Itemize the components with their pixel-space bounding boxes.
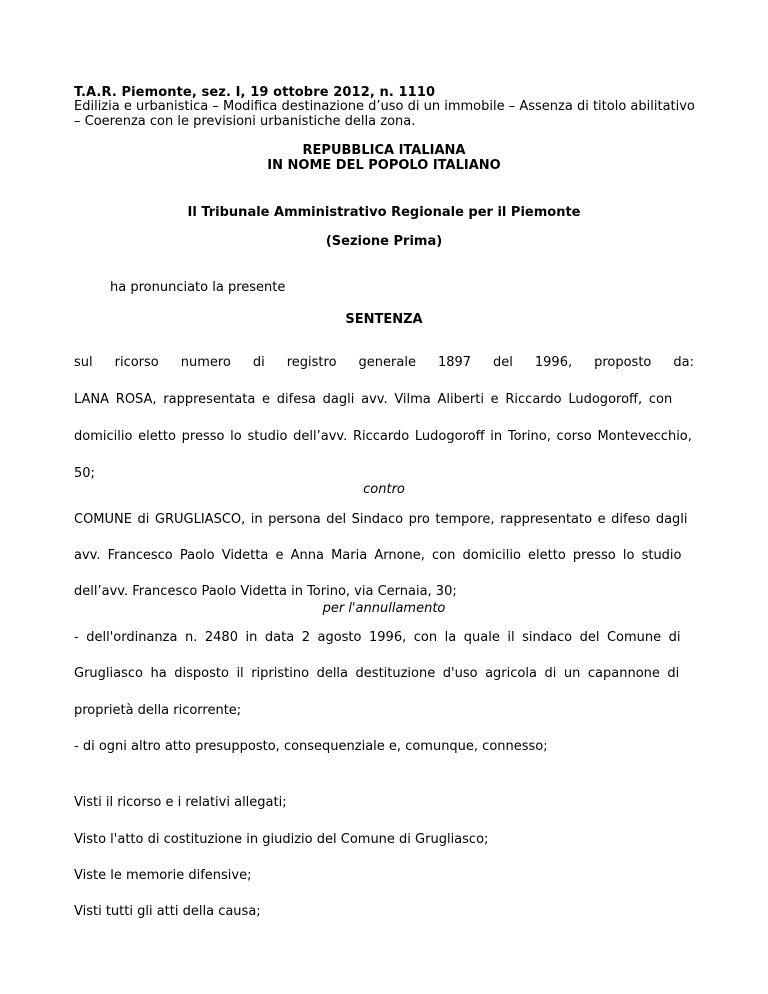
annullamento-label: per l'annullamento — [322, 601, 446, 616]
document-title: T.A.R. Piemonte, sez. I, 19 ottobre 2012, n. 1110 — [74, 85, 436, 100]
ricorso-word: proposto — [594, 355, 652, 370]
ricorso-word: 1897 — [437, 355, 472, 370]
sentenza-heading: SENTENZA — [345, 312, 423, 327]
visti-item: Visto l'atto di costituzione in giudizio del Comune di Grugliasco; — [74, 832, 489, 847]
ricorso-line-3: domicilio eletto presso lo studio dell’avv. Riccardo Ludogoroff in Torino, corso Montevecchio, — [74, 429, 692, 444]
ricorso-word: generale — [358, 355, 416, 370]
ricorso-word: 1996, — [534, 355, 573, 370]
ricorso-word: di — [252, 355, 265, 370]
ricorso-word: da: — [673, 355, 694, 370]
visti-item: Visti il ricorso e i relativi allegati; — [74, 795, 287, 810]
heading-section: (Sezione Prima) — [325, 234, 443, 249]
ricorso-word: del — [493, 355, 513, 370]
annullamento-line-2: Grugliasco ha disposto il ripristino della destituzione d'uso agricola di un capannone di — [74, 666, 680, 681]
document-subtitle: Edilizia e urbanistica – Modifica destinazione d’uso di un immobile – Assenza di titolo abilitativo – Coerenza con le previsioni urbanistiche della zona. — [74, 99, 695, 129]
ricorso-word: sul — [74, 355, 93, 370]
visti-item: Viste le memorie difensive; — [74, 868, 252, 883]
contro-line-3: dell’avv. Francesco Paolo Videtta in Torino, via Cernaia, 30; — [74, 584, 457, 599]
ricorso-line-4: 50; — [74, 466, 95, 481]
contro-line-1: COMUNE di GRUGLIASCO, in persona del Sindaco pro tempore, rappresentato e difeso dagli — [74, 512, 688, 527]
ricorso-word: registro — [286, 355, 337, 370]
contro-line-2: avv. Francesco Paolo Videtta e Anna Maria Arnone, con domicilio eletto presso lo studio — [74, 548, 682, 563]
ricorso-line-1 — [74, 355, 694, 370]
intro-text: ha pronunciato la presente — [110, 280, 286, 295]
heading-tribunal: Il Tribunale Amministrativo Regionale per il Piemonte — [187, 205, 581, 220]
ricorso-line-2: LANA ROSA, rappresentata e difesa dagli avv. Vilma Aliberti e Riccardo Ludogoroff, con — [74, 392, 673, 407]
visti-item: Visti tutti gli atti della causa; — [74, 904, 261, 919]
annullamento-line-1: - dell'ordinanza n. 2480 in data 2 agosto 1996, con la quale il sindaco del Comune di — [74, 630, 681, 645]
ricorso-word: ricorso — [114, 355, 159, 370]
annullamento-line-4: - di ogni altro atto presupposto, consequenziale e, comunque, connesso; — [74, 739, 548, 754]
annullamento-line-3: proprietà della ricorrente; — [74, 703, 242, 718]
contro-label: contro — [363, 482, 405, 497]
ricorso-word: numero — [180, 355, 231, 370]
heading-popolo: IN NOME DEL POPOLO ITALIANO — [267, 158, 501, 173]
heading-repubblica: REPUBBLICA ITALIANA — [302, 143, 466, 158]
